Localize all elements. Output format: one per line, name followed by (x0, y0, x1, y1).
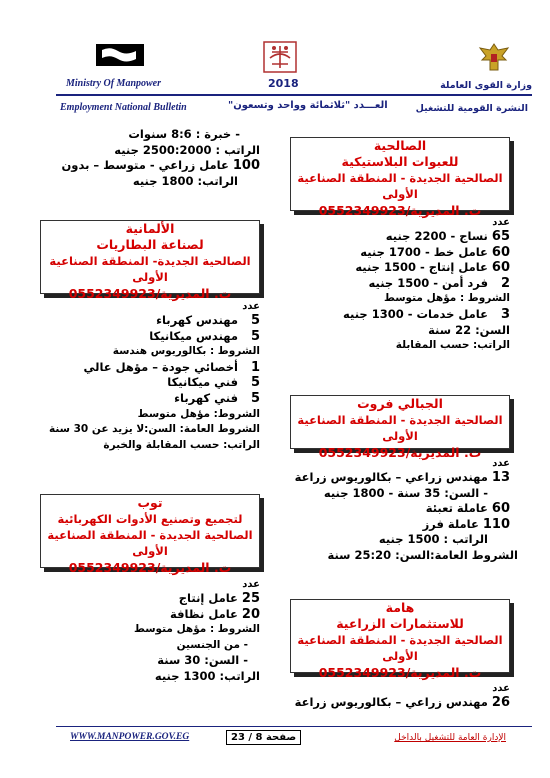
salary: الراتب: 1300 جنيه (154, 668, 260, 683)
job-line: 5 مهندس ميكانيكا (149, 328, 260, 344)
company-box-german (40, 220, 260, 301)
company-box-gebaly (290, 395, 510, 460)
company-phone: ت. المديرية/0552349923 (318, 203, 482, 218)
general-conditions: الشروط العامة:السن: 25:20 سنة (327, 547, 518, 562)
department-name: الإدارة العامة للتشغيل بالداخل (394, 733, 506, 743)
company-address: الصالحية الجديدة - المنطقة الصناعية الأولى (297, 413, 503, 443)
job-line: 2 فرد أمن - 1500 جنيه (368, 275, 510, 291)
job-line: 3 عامل خدمات - 1300 جنيه (343, 306, 510, 322)
bulletin-ar: النشرة القومية للتشغيل (415, 103, 528, 114)
website-link[interactable]: WWW.MANPOWER.GOV.EG (70, 732, 190, 742)
issue-number: العـــدد "ثلاثمائة وواحد وتسعون" (228, 100, 388, 111)
conditions: الشروط : مؤهل متوسط (133, 623, 260, 636)
company-address: الصالحية الجديدة - المنطقة الصناعية الأولى (47, 528, 253, 558)
company-phone: ت. المديرية/0552349923 (68, 286, 232, 301)
job-line: 60 عامل خط - 1700 جنيه (360, 244, 510, 260)
count-label: عدد (492, 683, 510, 694)
salary: الراتب: حسب المقابلة والخبرة (103, 438, 260, 451)
company-name: هامة (385, 600, 415, 615)
footer-divider (56, 726, 532, 727)
conditions: الشروط : مؤهل متوسط (383, 292, 510, 305)
salary: الراتب : 1500 جنيه (378, 532, 488, 547)
header-divider (56, 94, 532, 96)
bulletin-en: Employment National Bulletin (60, 102, 187, 113)
company-activity: للعبوات البلاستيكية (341, 154, 459, 169)
hama-jobs (295, 682, 510, 711)
center-emblem (262, 40, 298, 74)
company-name: الجبالي فروت (357, 396, 443, 411)
count-label: عدد (492, 217, 510, 228)
company-phone: ت. المديرية/0552349923 (68, 560, 232, 575)
job-line: - السن: 35 سنة - 1800 جنيه (323, 485, 488, 500)
continued-jobs (61, 127, 260, 189)
salary: الراتب: 1800 جنيه (132, 173, 238, 188)
top-jobs (134, 578, 260, 685)
company-address: الصالحية الجديدة- المنطقة الصناعية الأولى (49, 254, 251, 284)
job-line: 25 عامل إنتاج (178, 591, 260, 606)
job-line: 110 عاملة فرز (422, 516, 510, 532)
job-line: 65 نساج - 2200 جنيه (385, 229, 510, 244)
job-line: 26 مهندس زراعي – بكالوريوس زراعة (294, 695, 510, 710)
salary: الراتب : 2500:2000 جنيه (114, 142, 260, 157)
job-line: 5 مهندس كهرباء (156, 313, 260, 328)
eagle-logo (476, 40, 512, 76)
ministry-ar: وزارة القوى العاملة (440, 80, 532, 91)
company-activity: لصناعة البطاريات (96, 237, 204, 252)
salhia-jobs (343, 216, 510, 354)
flag-logo (96, 44, 144, 66)
company-phone: ت. المديرية/0552349923 (318, 445, 482, 460)
ministry-en: Ministry Of Manpower (66, 78, 162, 89)
company-address: الصالحية الجديدة - المنطقة الصناعية الأولى (297, 171, 503, 201)
company-activity: لتجميع وتصنيع الأدوات الكهربائية (57, 512, 243, 526)
experience: - خبرة : 8:6 سنوات (128, 127, 240, 141)
conditions: الشروط: مؤهل متوسط (137, 407, 260, 420)
count-label: عدد (242, 301, 260, 312)
company-box-top (40, 494, 260, 575)
job-line: 5 فني كهرباء (174, 390, 260, 406)
job-line: 60 عامل إنتاج - 1500 جنيه (355, 260, 510, 276)
company-box-salhia (290, 137, 510, 218)
salary: الراتب: حسب المقابلة (395, 339, 510, 352)
job-line: 60 عاملة تعبئة (425, 501, 510, 517)
count-label: عدد (242, 579, 260, 590)
year: 2018 (268, 77, 299, 90)
company-box-hama (290, 599, 510, 680)
job-line: 1 أخصائي جودة – مؤهل عالي (83, 359, 260, 375)
page-number: صفحة 8 / 23 (226, 730, 301, 745)
german-jobs (49, 300, 260, 453)
job-line: 13 مهندس زراعي – بكالوريوس زراعة (294, 470, 510, 485)
company-phone: ت. المديرية/0552349923 (318, 665, 482, 680)
job-line: 100 عامل زراعي - متوسط – بدون (61, 158, 260, 174)
age: - السن: 30 سنة (157, 653, 248, 668)
company-name: توب (137, 495, 163, 510)
company-activity: للاستثمارات الزراعية (336, 616, 464, 631)
count-label: عدد (492, 458, 510, 469)
age: السن: 22 سنة (428, 322, 510, 337)
company-address: الصالحية الجديدة - المنطقة الصناعية الأولى (297, 633, 503, 663)
general-conditions: الشروط العامة: السن:لا يزيد عن 30 سنة (48, 423, 260, 436)
company-name: الصالحية (373, 138, 427, 153)
job-line: 20 عامل نظافة (169, 606, 260, 622)
conditions: الشروط : بكالوريوس هندسة (112, 345, 260, 358)
company-name: الألمانية (125, 221, 175, 236)
job-line: 5 فني ميكانيكا (167, 375, 260, 391)
gender: - من الجنسين (176, 638, 248, 651)
gebaly-jobs (294, 457, 518, 564)
